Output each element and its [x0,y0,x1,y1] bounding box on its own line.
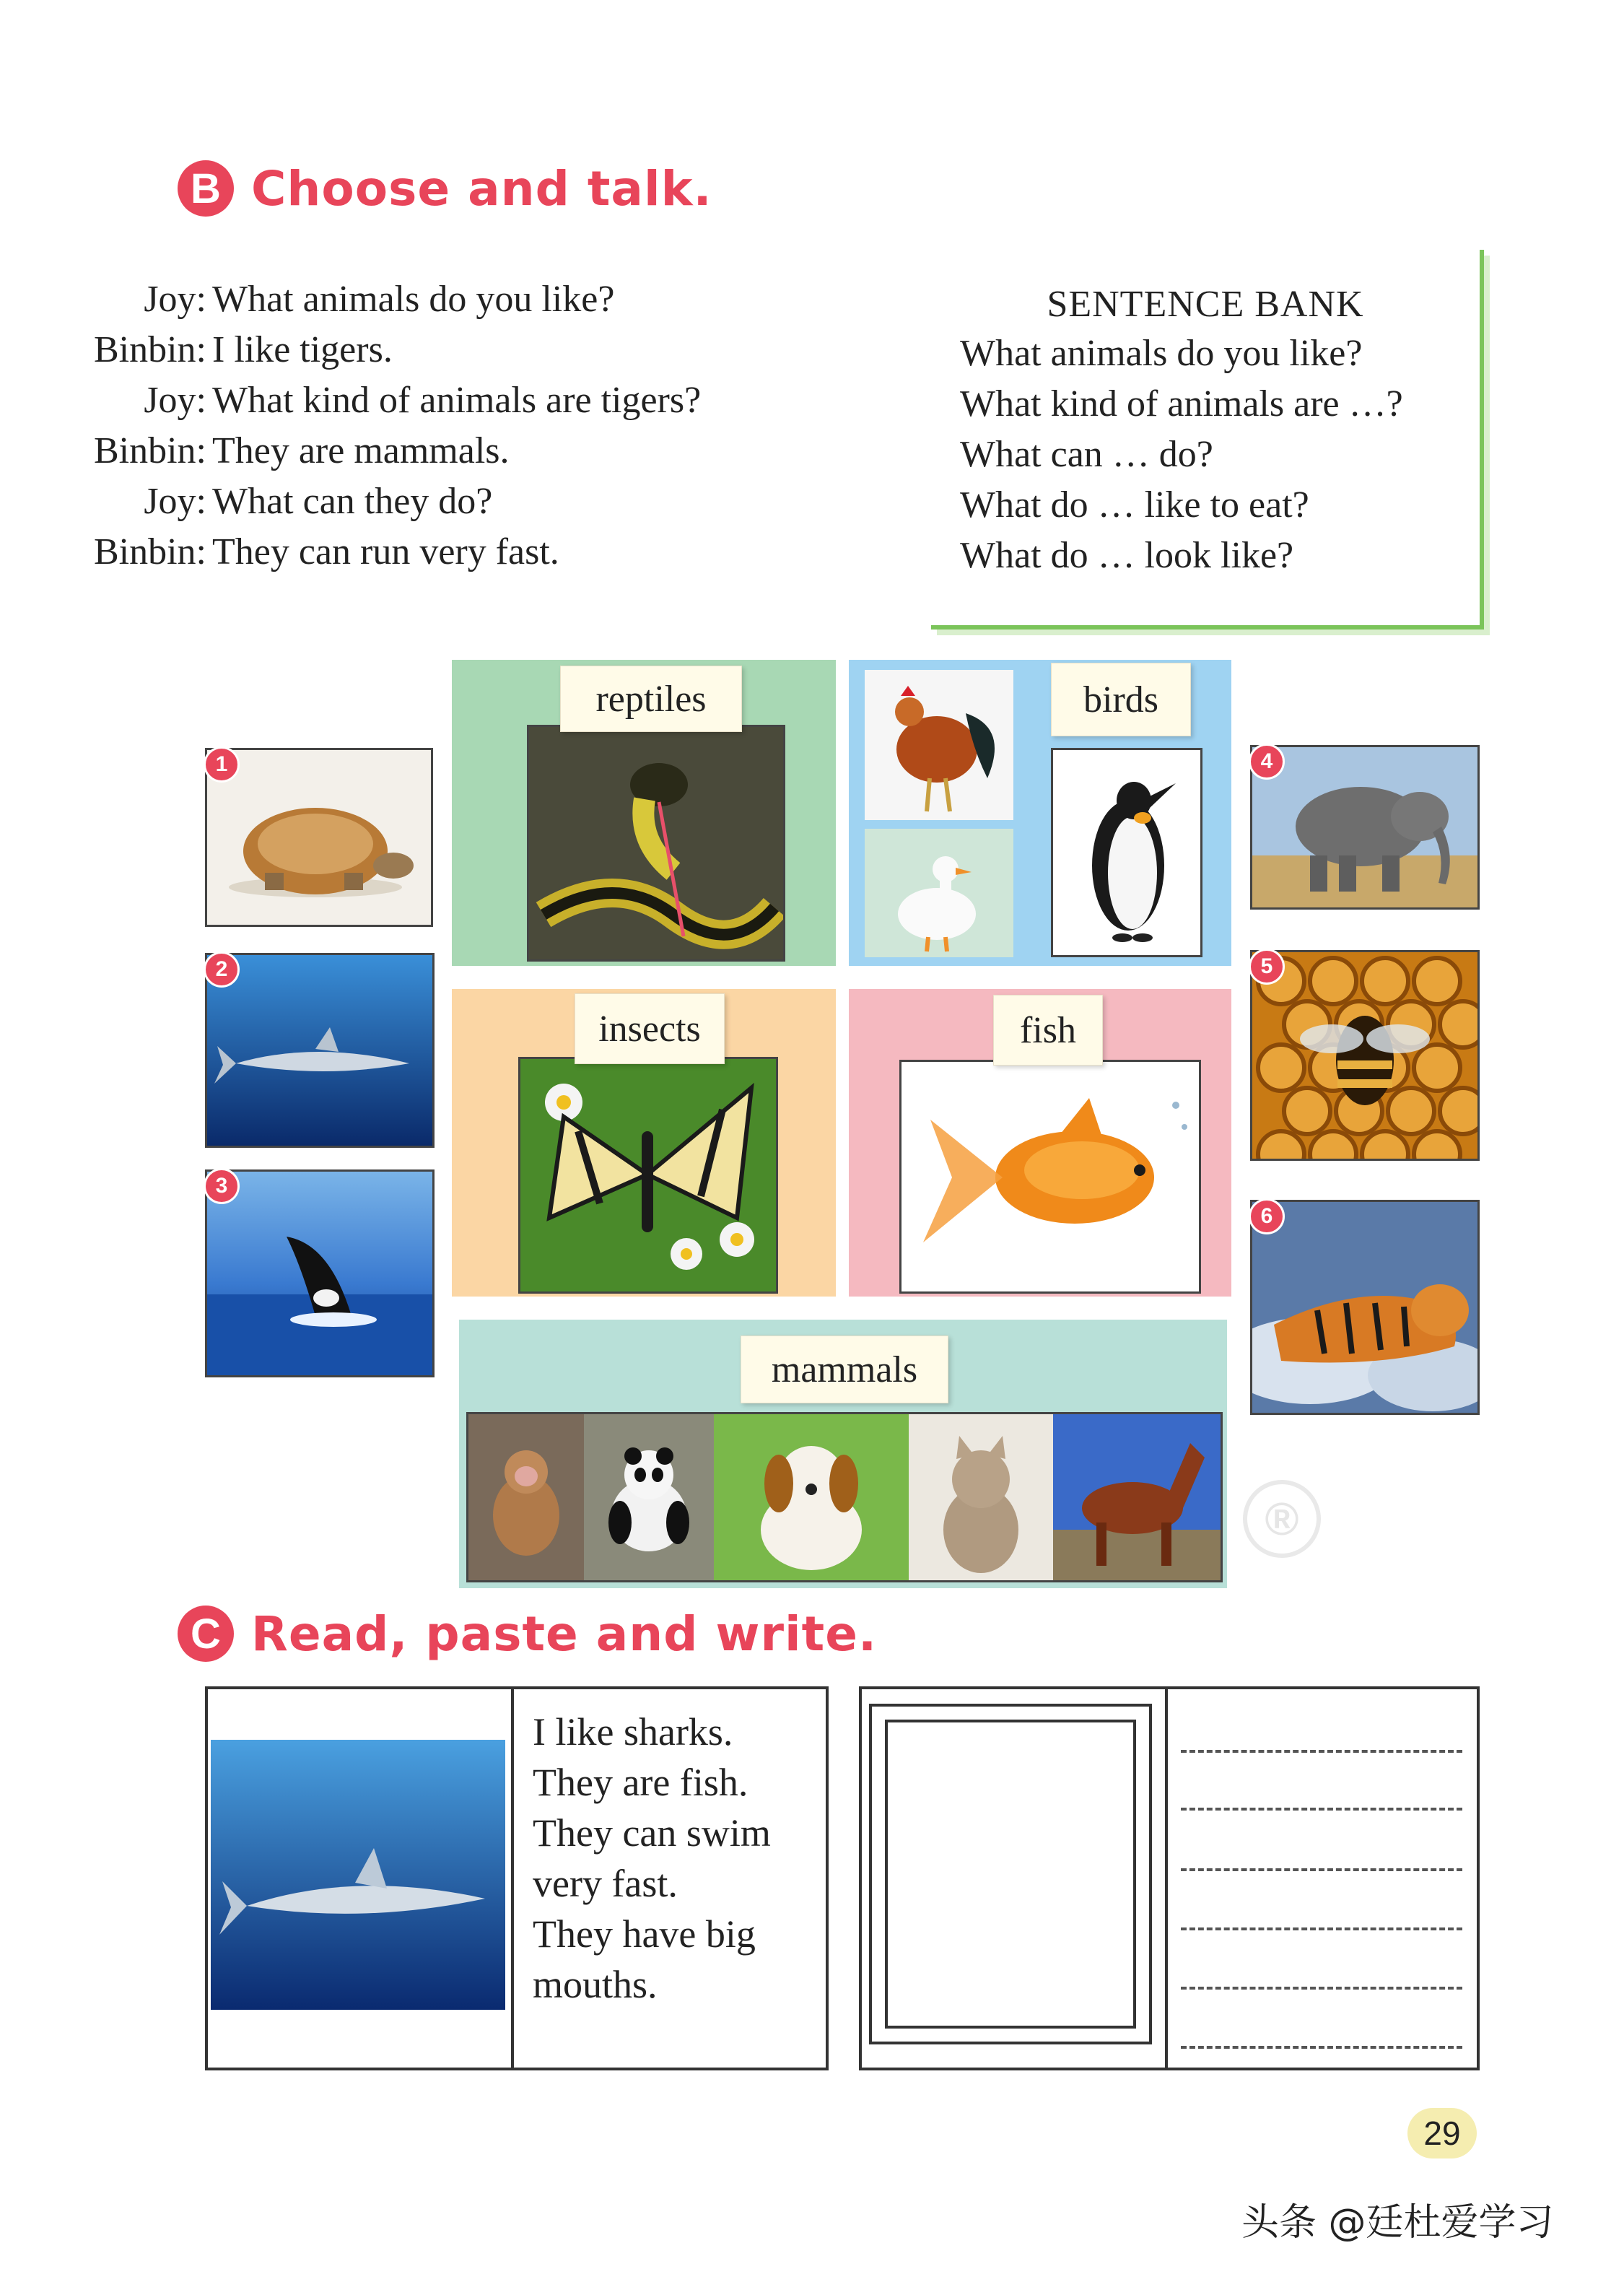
sentence-bank-item: What do … like to eat? [960,484,1309,526]
blank-book-spine [1165,1686,1168,2070]
orca-photo [205,1169,435,1377]
example-line: They have big [533,1912,756,1956]
sentence-bank-item: What kind of animals are …? [960,383,1403,424]
section-c-title: Read, paste and write. [251,1606,878,1662]
example-line: They can swim [533,1811,771,1855]
paste-picture-area[interactable] [885,1720,1136,2029]
speech: They can run very fast. [212,531,559,572]
section-b-heading [178,160,712,217]
dialogue-line [65,527,701,578]
section-c-heading [178,1606,877,1662]
sentence-bank-title: SENTENCE BANK [1047,284,1364,325]
tortoise-photo [205,748,433,927]
answer-line[interactable] [1181,2046,1462,2049]
mammals-photo-strip [466,1412,1223,1582]
sentence-bank-item: What animals do you like? [960,333,1363,374]
answer-line[interactable] [1181,1808,1462,1811]
butterfly-photo [518,1057,778,1294]
birds-label: birds [1051,663,1191,736]
example-line: I like sharks. [533,1710,733,1754]
speaker: Binbin: [93,329,206,370]
speaker: Joy: [144,380,206,421]
dialogue-line [65,274,701,325]
shark-example-photo [211,1740,505,2010]
example-line: They are fish. [533,1761,748,1804]
reptiles-label: reptiles [560,666,742,732]
paste-picture-frame[interactable] [869,1704,1152,2044]
dialogue-line [65,426,701,476]
sentence-bank [931,250,1484,630]
example-text [533,1707,771,2010]
number-badge: 4 [1249,744,1285,780]
page-number: 29 [1407,2108,1477,2158]
speech: What kind of animals are tigers? [212,380,702,421]
registered-mark: ® [1243,1480,1321,1558]
book-spine [511,1686,514,2070]
speaker: Joy: [144,279,206,320]
speech: What animals do you like? [212,279,615,320]
sentence-bank-item: What do … look like? [960,535,1294,576]
rooster-photo [865,670,1013,820]
number-badge: 1 [204,746,240,783]
speaker: Binbin: [93,531,206,572]
snake-photo [527,725,785,962]
sentence-bank-item: What can … do? [960,434,1213,475]
insects-label: insects [575,993,725,1064]
answer-line[interactable] [1181,1987,1462,1990]
speech: I like tigers. [212,329,393,370]
elephant-photo [1250,745,1480,910]
answer-line[interactable] [1181,1927,1462,1930]
bee-photo [1250,950,1480,1161]
mammals-label: mammals [741,1336,948,1403]
dialogue-line [65,375,701,426]
duck-photo [865,829,1013,957]
watermark: 头条 @廷杜爱学习 [1241,2201,1554,2244]
speaker: Binbin: [93,430,206,471]
tiger-photo [1250,1200,1480,1415]
section-b-title: Choose and talk. [251,160,712,217]
fish-label: fish [993,995,1103,1066]
goldfish-photo [899,1060,1201,1294]
penguin-photo [1051,748,1202,957]
section-b-badge: B [178,160,234,217]
shark-photo [205,953,435,1148]
dialogue [65,274,701,578]
dialogue-line [65,476,701,527]
number-badge: 3 [204,1168,240,1204]
section-c-badge: C [178,1606,234,1662]
number-badge: 5 [1249,949,1285,985]
answer-line[interactable] [1181,1868,1462,1871]
speaker: Joy: [144,481,206,522]
example-line: mouths. [533,1963,658,2006]
example-line: very fast. [533,1862,678,1905]
number-badge: 2 [204,951,240,988]
dialogue-line [65,325,701,375]
number-badge: 6 [1249,1198,1285,1234]
answer-line[interactable] [1181,1750,1462,1753]
speech: They are mammals. [212,430,510,471]
speech: What can they do? [212,481,493,522]
